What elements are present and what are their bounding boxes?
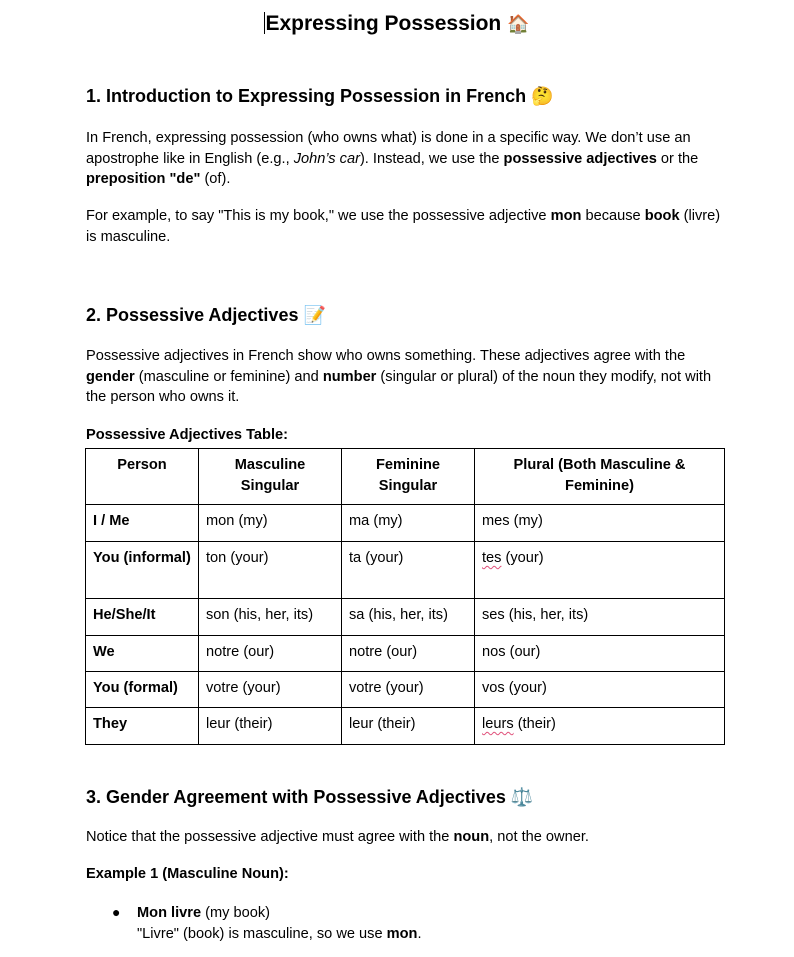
adjective-cell: ma (my) <box>342 505 475 542</box>
possessive-adjectives-table <box>85 448 725 745</box>
person-cell: I / Me <box>86 505 199 542</box>
header-cell: Feminine Singular <box>342 449 475 505</box>
adjective-cell: notre (our) <box>342 636 475 672</box>
adjective-cell: leur (their) <box>342 708 475 745</box>
adjective-cell: mon (my) <box>199 505 342 542</box>
thinking-emoji-icon: 🤔 <box>531 86 554 106</box>
memo-emoji-icon: 📝 <box>303 305 326 325</box>
section-1-paragraph-2: For example, to say "This is my book," we use the possessive adjective mon because book (livre) is masculine. <box>86 208 721 245</box>
section-3-paragraph: Notice that the possessive adjective must agree with the noun, not the owner. <box>86 829 589 845</box>
adjective-cell: leur (their) <box>199 708 342 745</box>
table-header-row <box>86 449 725 505</box>
adjective-cell: votre (your) <box>342 672 475 708</box>
person-cell: We <box>86 636 199 672</box>
adjective-cell: sa (his, her, its) <box>342 599 475 636</box>
section-1-heading: 1. Introduction to Expressing Possession in French 🤔 <box>86 86 554 106</box>
document-title: Expressing Possession 🏠 <box>265 12 530 35</box>
table-row <box>86 542 725 599</box>
spellcheck-underline[interactable]: tes <box>482 550 502 567</box>
bullet-icon: ● <box>112 904 121 920</box>
person-cell: You (informal) <box>86 542 199 599</box>
section-2-heading: 2. Possessive Adjectives 📝 <box>86 305 326 325</box>
table-row <box>86 505 725 542</box>
section-2-paragraph: Possessive adjectives in French show who owns something. These adjectives agree with the gender (masculine or feminine) and number (singular or plural) of the noun they modify, not with the person who owns it. <box>86 348 712 406</box>
adjective-cell: notre (our) <box>199 636 342 672</box>
house-emoji-icon: 🏠 <box>507 14 530 34</box>
table-row <box>86 708 725 745</box>
example-1-bullet: Mon livre (my book) "Livre" (book) is masculine, so we use mon. <box>137 905 422 942</box>
person-cell: They <box>86 708 199 745</box>
header-cell: Plural (Both Masculine & Feminine) <box>475 449 725 505</box>
person-cell: You (formal) <box>86 672 199 708</box>
adjective-cell: ta (your) <box>342 542 475 599</box>
header-cell: Person <box>86 449 199 505</box>
spellcheck-underline[interactable]: leurs <box>482 716 514 733</box>
adjective-cell: tes (your) <box>475 542 725 599</box>
section-3-heading: 3. Gender Agreement with Possessive Adjectives ⚖️ <box>86 787 534 807</box>
adjective-cell: leurs (their) <box>475 708 725 745</box>
section-1-paragraph-1: In French, expressing possession (who owns what) is done in a specific way. We don’t use an apostrophe like in English (e.g., John’s car). Instead, we use the possessive adjectives or the preposition "de" (of). <box>86 130 699 188</box>
table-row <box>86 672 725 708</box>
adjective-cell: votre (your) <box>199 672 342 708</box>
header-cell: Masculine Singular <box>199 449 342 505</box>
adjective-cell: vos (your) <box>475 672 725 708</box>
table-row <box>86 599 725 636</box>
adjective-cell: nos (our) <box>475 636 725 672</box>
example-1-label: Example 1 (Masculine Noun): <box>86 866 289 882</box>
scales-emoji-icon: ⚖️ <box>510 787 534 807</box>
table-row <box>86 636 725 672</box>
person-cell: He/She/It <box>86 599 199 636</box>
table-caption: Possessive Adjectives Table: <box>86 427 288 443</box>
adjective-cell: mes (my) <box>475 505 725 542</box>
adjective-cell: son (his, her, its) <box>199 599 342 636</box>
adjective-cell: ses (his, her, its) <box>475 599 725 636</box>
adjective-cell: ton (your) <box>199 542 342 599</box>
